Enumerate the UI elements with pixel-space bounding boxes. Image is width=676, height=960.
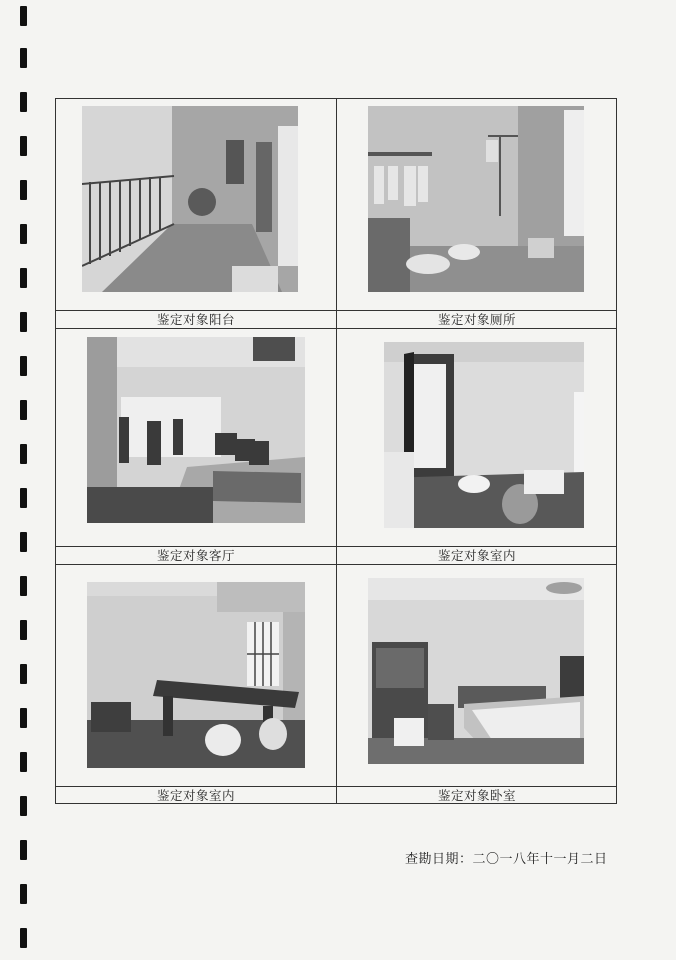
- photo-table: [55, 98, 617, 804]
- caption-balcony: 鉴定对象阳台: [156, 312, 235, 327]
- caption-interior-2: 鉴定对象室内: [156, 788, 235, 803]
- binding-marks: [20, 0, 28, 960]
- caption-interior-1: 鉴定对象室内: [437, 548, 516, 563]
- caption-bedroom: 鉴定对象卧室: [437, 788, 516, 803]
- interior-photo-1: [384, 342, 584, 528]
- toilet-photo: [368, 106, 584, 292]
- survey-date: 查勘日期：二〇一八年十一月二日: [405, 852, 608, 867]
- interior-photo-2: [87, 582, 305, 768]
- bedroom-photo: [368, 578, 584, 764]
- living-room-photo: [87, 337, 305, 523]
- balcony-photo: [82, 106, 298, 292]
- caption-living-room: 鉴定对象客厅: [156, 548, 235, 563]
- caption-toilet: 鉴定对象厕所: [437, 312, 516, 327]
